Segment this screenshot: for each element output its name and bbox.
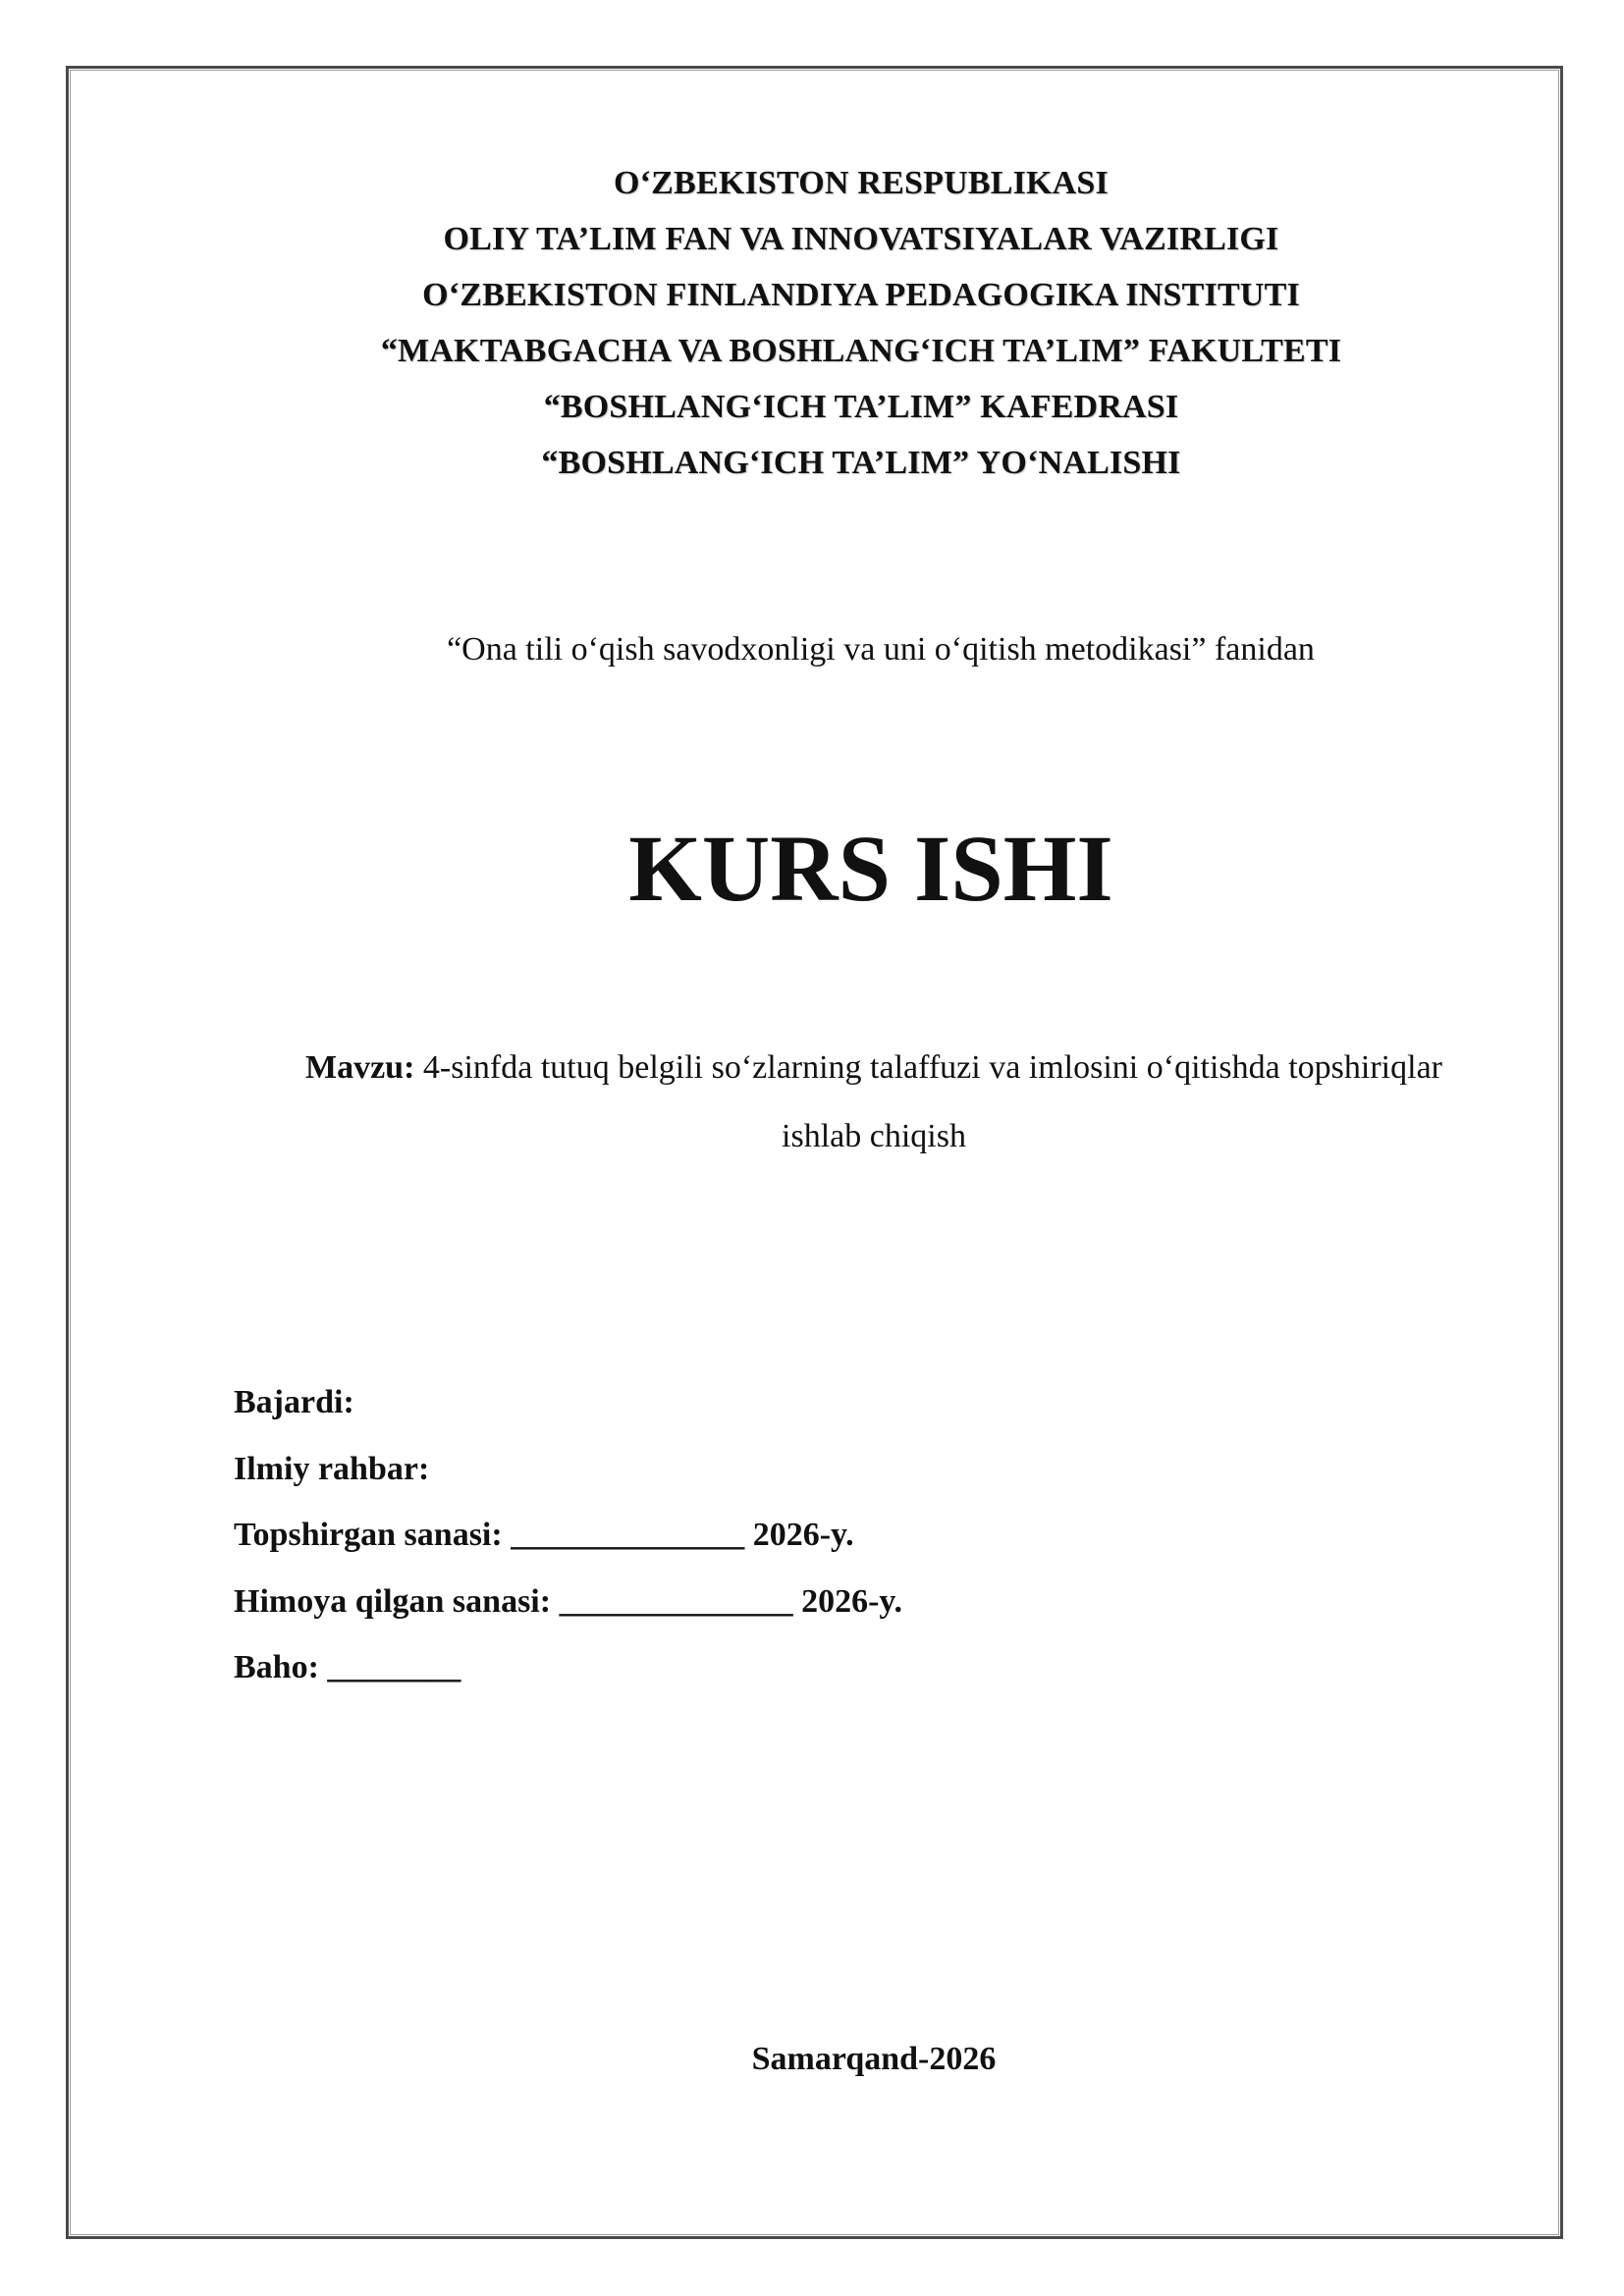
header-line-program: “BOSHLANG‘ICH TA’LIM” YO‘NALISHI [541, 445, 1181, 481]
document-title: KURS ISHI [628, 816, 1113, 921]
header-line-country: O‘ZBEKISTON RESPUBLIKASI [614, 165, 1109, 201]
submitted-date-line: Topshirgan sanasi: ______________ 2026-y. [234, 1517, 854, 1553]
grade-line: Baho: ________ [234, 1649, 461, 1685]
topic-label: Mavzu: [305, 1049, 415, 1086]
supervisor-line: Ilmiy rahbar: [234, 1450, 430, 1487]
header-line-faculty: “MAKTABGACHA VA BOSHLANG‘ICH TA’LIM” FAKULTETI [380, 333, 1342, 369]
institution-header [49, 155, 1624, 491]
performer-line: Bajardi: [234, 1384, 354, 1420]
topic-block [295, 1034, 1453, 1171]
topic-text: 4-sinfda tutuq belgili so‘zlarning talaffuzi va imlosini o‘qitishda topshiriqlar ishlab chiqish [414, 1049, 1442, 1154]
defended-date-line: Himoya qilgan sanasi: ______________ 2026-y. [234, 1582, 903, 1620]
header-line-department: “BOSHLANG‘ICH TA’LIM” KAFEDRASI [543, 389, 1179, 425]
header-line-ministry: OLIY TA’LIM FAN VA INNOVATSIYALAR VAZIRLIGI [443, 221, 1279, 257]
details-block [234, 1369, 902, 1701]
header-line-institute: O‘ZBEKISTON FINLANDIYA PEDAGOGIKA INSTITUTI [422, 277, 1300, 313]
place-year-footer: Samarqand-2026 [751, 2041, 997, 2077]
subject-line: “Ona tili o‘qish savodxonligi va uni o‘qitish metodikasi” fanidan [447, 631, 1315, 667]
